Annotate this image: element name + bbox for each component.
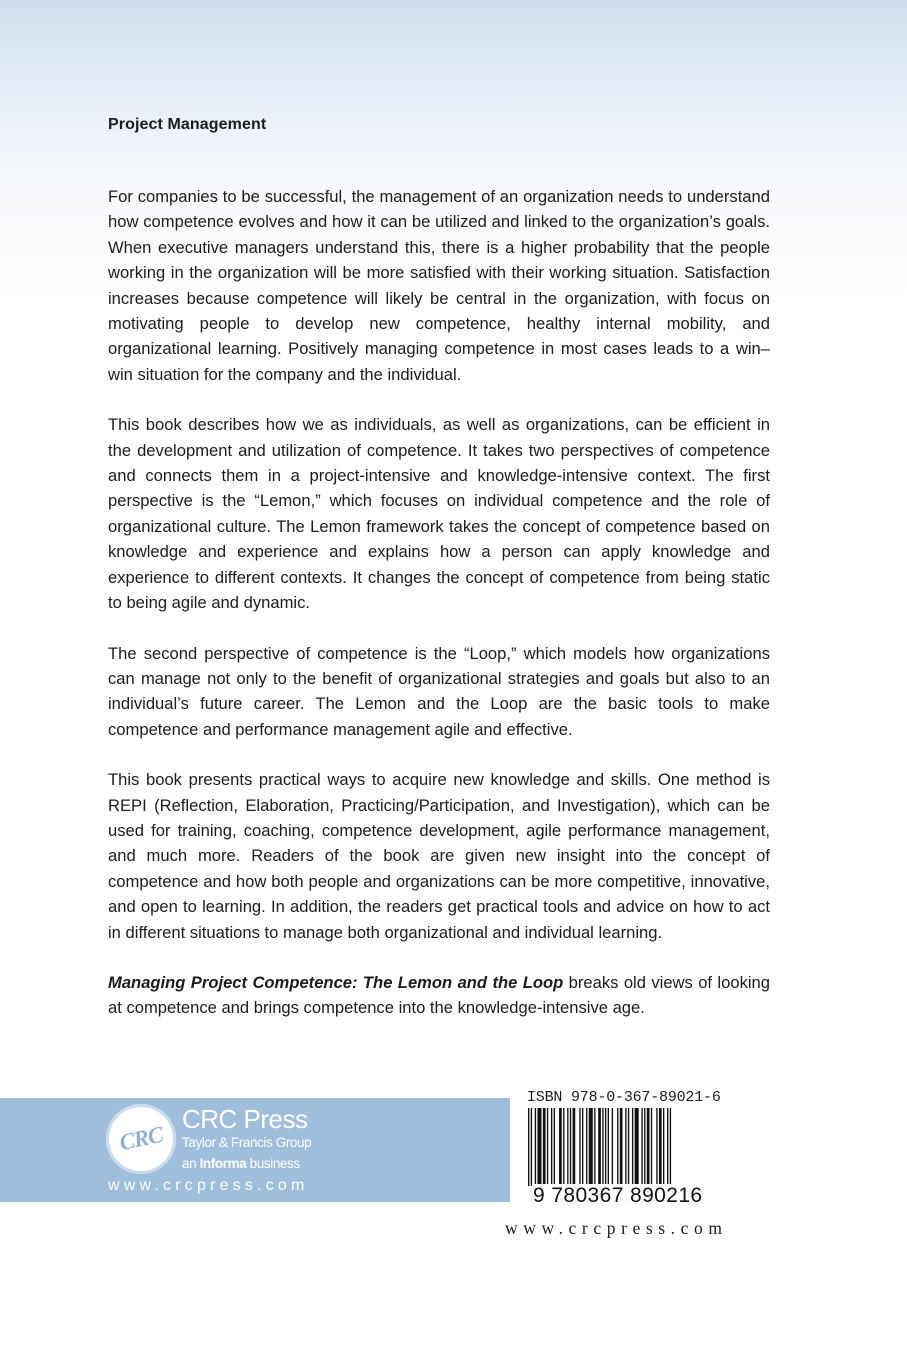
publisher-name: CRC Press	[182, 1104, 308, 1134]
barcode-bar	[567, 1108, 568, 1186]
barcode-bar	[628, 1108, 629, 1186]
barcode-bar	[670, 1108, 671, 1186]
barcode-bar	[641, 1108, 642, 1186]
publisher-business-line	[182, 1155, 300, 1173]
barcode-bar	[594, 1108, 595, 1186]
barcode-bar	[528, 1108, 529, 1186]
barcode-bar	[612, 1108, 613, 1186]
barcode-bar	[586, 1108, 587, 1186]
barcode-bar	[535, 1108, 536, 1186]
isbn-label: ISBN 978-0-367-89021-6	[527, 1089, 721, 1106]
publisher-group: Taylor & Francis Group	[182, 1135, 312, 1150]
description-paragraph-1: For companies to be successful, the management of an organization needs to understand how competence evolves and how it can be utilized and linked to the organization’s goals. When executive managers understand this, there is a higher probability that the people working in the organization will be more satisfied with their working situation. Satisfaction increases because competence will likely be central in the organization, with focus on motivating people to develop new competence, healthy internal mobility, and organizational learning. Positively managing competence in most cases leads to a win–win situation for the company and the individual.	[108, 187, 770, 384]
barcode-bar	[582, 1108, 583, 1186]
barcode-bar	[537, 1108, 541, 1186]
barcode-bar	[663, 1108, 664, 1186]
book-title: Managing Project Competence: The Lemon and the Loop	[108, 972, 564, 992]
barcode-bar	[531, 1108, 532, 1186]
publisher-url: www.crcpress.com	[108, 1177, 309, 1194]
barcode-bar	[570, 1108, 571, 1186]
back-cover-text	[108, 113, 770, 1021]
barcode-bar	[559, 1108, 562, 1186]
crc-logo-text: CRC	[117, 1121, 165, 1156]
closing-text: breaks old views of looking at competence and brings competence into the knowledge-intensive age.	[108, 972, 771, 1018]
business-suffix: business	[246, 1156, 300, 1171]
barcode-bar	[647, 1108, 650, 1186]
business-brand: Informa	[199, 1156, 247, 1171]
barcode-bar	[598, 1108, 601, 1186]
barcode-bar	[579, 1108, 580, 1186]
barcode-bar	[632, 1108, 633, 1186]
barcode-bar	[651, 1108, 652, 1186]
barcode-bar	[625, 1108, 626, 1186]
barcode-bar	[554, 1108, 555, 1186]
barcode-digits: 9 780367 890216	[533, 1184, 725, 1208]
barcode-bar	[608, 1108, 609, 1186]
barcode-bar	[635, 1108, 639, 1186]
barcode-bar	[667, 1108, 668, 1186]
series-label: Project Management	[108, 116, 267, 133]
barcode-bar	[656, 1108, 657, 1186]
barcode-bar	[659, 1108, 662, 1186]
barcode-bar	[644, 1108, 645, 1186]
business-prefix: an	[182, 1156, 200, 1171]
barcode-bar	[547, 1108, 548, 1186]
footer-url: www.crcpress.com	[505, 1218, 728, 1238]
barcode-bar	[589, 1108, 593, 1186]
crc-logo-icon	[106, 1104, 176, 1174]
description-paragraph-2: This book describes how we as individuals, as well as organizations, can be efficient in the development and utilization of competence. It takes two perspectives of competence and connects them in a project-intensive and knowledge-intensive context. The first perspective is the “Lemon,” which focuses on individual competence and the role of organizational culture. The Lemon framework takes the concept of competence based on knowledge and experience and explains how a person can apply knowledge and experience to different contexts. It changes the concept of competence from being static to being agile and dynamic.	[108, 415, 770, 613]
barcode-bar	[543, 1108, 546, 1186]
barcode-bar	[573, 1108, 576, 1186]
barcode-bar	[617, 1108, 618, 1186]
barcode-bar	[563, 1108, 564, 1186]
description-paragraph-3: The second perspective of competence is the “Loop,” which models how organizations can manage not only to the benefit of organizational strategies and goals but also to an individual’s future career. The Lemon and the Loop are the basic tools to make competence and performance management agile and effective.	[108, 643, 770, 739]
barcode-bar	[551, 1108, 552, 1186]
barcode-bar	[605, 1108, 606, 1186]
closing-paragraph	[108, 970, 770, 1021]
description-paragraph-4: This book presents practical ways to acquire new knowledge and skills. One method is REPI (Reflection, Elaboration, Practicing/Participation, and Investigation), which can be used for training, coaching, competence development, agile performance management, and much more. Readers of the book are given new insight into the concept of competence and how both people and organizations can be more competitive, innovative, and open to learning. In addition, the readers get practical tools and advice on how to act in different situations to manage both organizational and individual learning.	[108, 770, 770, 942]
barcode-bar	[620, 1108, 623, 1186]
barcode-bar	[602, 1108, 603, 1186]
